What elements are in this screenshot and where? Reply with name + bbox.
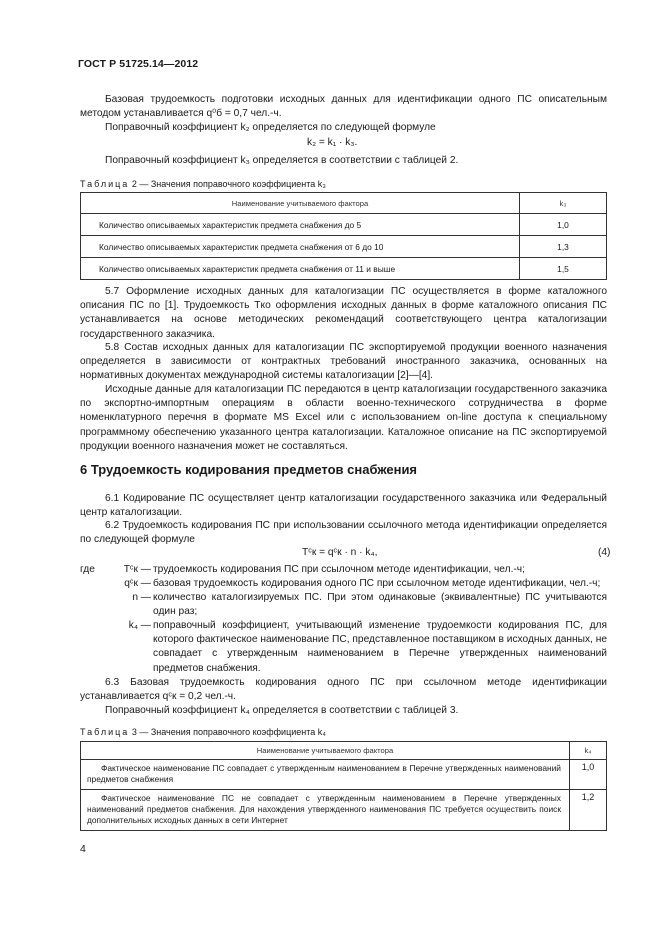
definition-item	[80, 619, 607, 675]
section-6-title: 6 Трудоемкость кодирования предметов снабжения	[80, 462, 418, 477]
where-label: где	[80, 564, 95, 575]
table3-caption-word: Таблица	[80, 727, 130, 737]
paragraph-5-9: Исходные данные для каталогизации ПС передаются в центр каталогизации государственного заказчика по экспортно-импортным операциям в области военно-технического сотрудничества в форме номенклатурного перечня в формате MS Excel или с использованием on-line доступа к специальному программному обеспечению указанного центра каталогизации. Каталожное описание на ПС экспортируемой продукции военного назначения может не составляться.	[80, 384, 607, 452]
paragraph-5-7: 5.7 Оформление исходных данных для каталогизации ПС осуществляется в форме каталожного описания ПС по [1]. Трудоемкость Tко оформления исходных данных в форме каталожного описания ПС устанавливается на основе методических рекомендаций соответствующего центра каталогизации государственного заказчика.	[80, 286, 607, 340]
definition-text: поправочный коэффициент, учитывающий изменение трудоемкости кодирования ПС, для которого фактическое наименование ПС, представленное поставщиком в исходных данных, не совпадает с утвержденным наименованием в Перечне утвержденных наименований предметов снабжения.	[153, 620, 608, 674]
table-3	[80, 741, 607, 831]
definition-item	[80, 563, 607, 577]
table-header-row	[81, 742, 607, 760]
table-row	[81, 236, 607, 258]
table-cell-factor: Фактическое наименование ПС совпадает с утвержденным наименованием в Перечне утвержденных наименований предметов снабжения	[81, 760, 570, 790]
column-header-factor: Наименование учитываемого фактора	[81, 742, 570, 760]
formula-4: Tᶜк = qᶜк · n · k₄,	[302, 547, 378, 558]
table-cell-value: 1,5	[520, 258, 607, 280]
table-cell-factor: Количество описываемых характеристик предмета снабжения до 5	[81, 214, 520, 236]
table-row	[81, 258, 607, 280]
table2-caption	[80, 179, 326, 189]
table2-caption-text: 2 — Значения поправочного коэффициента k₃	[131, 179, 326, 189]
formula-number: (4)	[598, 547, 611, 558]
table-header-row	[81, 193, 607, 214]
column-header-k4: k₄	[570, 742, 607, 760]
definition-text: трудоемкость кодирования ПС при ссылочном методе идентификации, чел.-ч;	[153, 564, 525, 575]
table-row	[81, 760, 607, 790]
definition-symbol: k₄ —	[128, 620, 151, 631]
document-header: ГОСТ Р 51725.14—2012	[78, 58, 199, 70]
definition-item	[80, 591, 607, 619]
column-header-factor: Наименование учитываемого фактора	[81, 193, 520, 214]
table3-caption-text: 3 — Значения поправочного коэффициента k₄	[131, 727, 326, 737]
definition-text: количество каталогизируемых ПС. При этом одинаковые (эквивалентные) ПС учитываются один раз;	[153, 592, 607, 618]
page-number: 4	[80, 843, 86, 855]
paragraph-6-4: Поправочный коэффициент k₄ определяется в соответствии с таблицей 3.	[105, 705, 459, 716]
table-cell-factor: Количество описываемых характеристик предмета снабжения от 6 до 10	[81, 236, 520, 258]
paragraph-6-2: 6.2 Трудоемкость кодирования ПС при использовании ссылочного метода идентификации определяется по следующей формуле	[80, 520, 607, 546]
table-cell-value: 1,3	[520, 236, 607, 258]
table-row	[81, 790, 607, 831]
definition-item	[80, 577, 607, 591]
table-row	[81, 214, 607, 236]
definition-symbol: Tᶜк —	[123, 564, 151, 575]
paragraph-6-1: 6.1 Кодирование ПС осуществляет центр каталогизации государственного заказчика или Федеральный центр каталогизации.	[80, 493, 607, 519]
definitions-list	[80, 563, 607, 675]
intro-paragraph-1: Базовая трудоемкость подготовки исходных данных для идентификации одного ПС описательным методом устанавливается q⁰б = 0,7 чел.-ч.	[80, 94, 607, 120]
table2-caption-word: Таблица	[80, 179, 130, 189]
table-2	[80, 192, 607, 280]
table-cell-factor: Количество описываемых характеристик предмета снабжения от 11 и выше	[81, 258, 520, 280]
paragraph-5-8: 5.8 Состав исходных данных для каталогизации ПС экспортируемой продукции военного назначения определяется в зависимости от контрактных требований иностранного заказчика, основанных на нормативных документах международной системы каталогизации [2]—[4].	[80, 342, 607, 382]
definition-text: базовая трудоемкость кодирования одного ПС при ссылочном методе идентификации, чел.-ч;	[153, 578, 601, 589]
table-cell-value: 1,0	[520, 214, 607, 236]
table-cell-factor: Фактическое наименование ПС не совпадает с утвержденным наименованием в Перечне утвержденных наименований предметов снабжения. Для нахождения утвержденного наименования ПС требуется осуществить поиск дополнительных исходных данных в сети Интернет	[81, 790, 570, 831]
column-header-k3: k₃	[520, 193, 607, 214]
table-cell-value: 1,0	[570, 760, 607, 790]
intro-paragraph-2: Поправочный коэффициент k₂ определяется по следующей формуле	[105, 122, 436, 133]
definition-symbol: qᶜк —	[124, 578, 151, 589]
intro-paragraph-3: Поправочный коэффициент k₃ определяется в соответствии с таблицей 2.	[105, 155, 459, 166]
table3-caption	[80, 727, 326, 737]
definition-symbol: n —	[132, 592, 151, 603]
formula-k2: k₂ = k₁ · k₃.	[307, 137, 358, 148]
table-cell-value: 1,2	[570, 790, 607, 831]
paragraph-6-3: 6.3 Базовая трудоемкость кодирования одного ПС при ссылочном методе идентификации устанавливается qᶜк = 0,2 чел.-ч.	[80, 677, 607, 703]
